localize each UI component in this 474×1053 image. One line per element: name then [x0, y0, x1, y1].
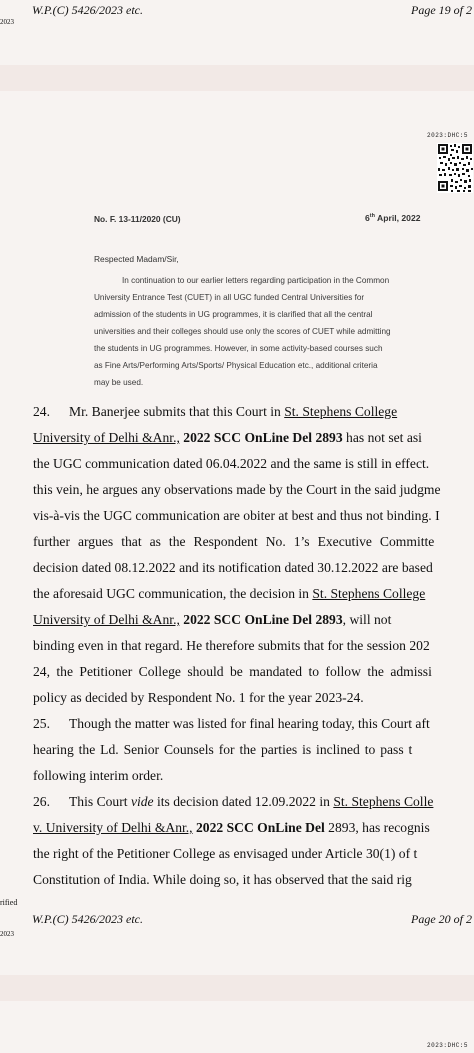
- paragraph-24-line: University of Delhi &Anr., 2022 SCC OnLine Del 2893 has not set asi: [33, 430, 422, 445]
- paragraph-26-line: the right of the Petitioner College as envisaged under Article 30(1) of t: [33, 846, 418, 861]
- paragraph-25-line: following interim order.: [33, 768, 164, 783]
- paragraph-25-line: 25. Though the matter was listed for final hearing today, this Court aft: [33, 716, 430, 731]
- header-page-number: Page 19 of 2: [411, 3, 472, 17]
- page-divider-band: [0, 65, 474, 91]
- paragraph-24-line: the UGC communication dated 06.04.2022 and the same is still in effect.: [33, 456, 430, 471]
- citation-stamp: 2023:DHC:5: [427, 1042, 469, 1049]
- page-divider-band: [0, 975, 474, 1001]
- paragraph-24-line: further argues that as the Respondent No. 1’s Executive Committe: [33, 534, 435, 549]
- paragraph-24-line: 24. Mr. Banerjee submits that this Court in St. Stephens College: [33, 404, 398, 419]
- paragraph-26-line: 26. This Court vide its decision dated 12.09.2022 in St. Stephens Colle: [33, 794, 434, 809]
- qr-code-icon: [437, 143, 473, 193]
- paragraph-24-line: decision dated 08.12.2022 and its notification dated 30.12.2022 are based: [33, 560, 433, 575]
- paragraph-number: 26.: [33, 794, 50, 809]
- case-citation: v. University of Delhi &Anr.,: [33, 820, 193, 835]
- case-citation: St. Stephens Colle: [333, 794, 434, 809]
- paragraph-24-line: the aforesaid UGC communication, the decision in St. Stephens College: [33, 586, 426, 601]
- paragraph-24-line: 24, the Petitioner College should be mandated to follow the admissi: [33, 664, 432, 679]
- paragraph-number: 25.: [33, 716, 50, 731]
- letter-line: as Fine Arts/Performing Arts/Sports/ Physical Education etc., additional criteria: [94, 361, 378, 370]
- paragraph-24-line: policy as decided by Respondent No. 1 for the year 2023-24.: [33, 690, 364, 705]
- letter-reference-number: No. F. 13-11/2020 (CU): [94, 214, 181, 224]
- letter-salutation: Respected Madam/Sir,: [94, 254, 179, 264]
- paragraph-24-line: binding even in that regard. He therefore submits that for the session 202: [33, 638, 430, 653]
- case-citation: St. Stephens College: [312, 586, 426, 601]
- letter-line: In continuation to our earlier letters regarding participation in the Common: [122, 276, 390, 285]
- paragraph-24-line: University of Delhi &Anr., 2022 SCC OnLine Del 2893, will not: [33, 612, 392, 627]
- case-citation: St. Stephens College: [284, 404, 398, 419]
- paragraph-25-line: hearing the Ld. Senior Counsels for the parties is inclined to pass t: [33, 742, 413, 757]
- header-case-number: W.P.(C) 5426/2023 etc.: [32, 3, 143, 17]
- letter-line: University Entrance Test (CUET) in all UGC funded Central Universities for: [94, 293, 365, 302]
- header-year-fragment: 2023: [0, 18, 14, 26]
- case-citation: University of Delhi &Anr.,: [33, 430, 180, 445]
- paragraph-26-line: Constitution of India. While doing so, it has observed that the said rig: [33, 872, 412, 887]
- citation-stamp: 2023:DHC:5: [427, 132, 469, 139]
- paragraph-26-line: v. University of Delhi &Anr., 2022 SCC OnLine Del 2893, has recognis: [33, 820, 430, 835]
- letter-line: may be used.: [94, 378, 144, 387]
- letter-line: universities and their colleges should use only the scores of CUET while admitting: [94, 327, 391, 336]
- letter-date: 6th April, 2022: [365, 213, 421, 223]
- footer-case-number: W.P.(C) 5426/2023 etc.: [32, 912, 143, 926]
- letter-line: the students in UG programmes. However, in some activity-based courses such: [94, 344, 383, 353]
- verified-fragment: rified: [0, 898, 18, 907]
- case-citation: University of Delhi &Anr.,: [33, 612, 180, 627]
- footer-page-number: Page 20 of 2: [411, 912, 472, 926]
- letter-line: admission of the students in UG programmes, it is clarified that all the central: [94, 310, 373, 319]
- paragraph-24-line: vis-à-vis the UGC communication are obiter at best and thus not binding. I: [33, 508, 440, 523]
- paragraph-number: 24.: [33, 404, 50, 419]
- footer-year-fragment: 2023: [0, 930, 14, 938]
- paragraph-24-line: this vein, he argues any observations made by the Court in the said judgme: [33, 482, 441, 497]
